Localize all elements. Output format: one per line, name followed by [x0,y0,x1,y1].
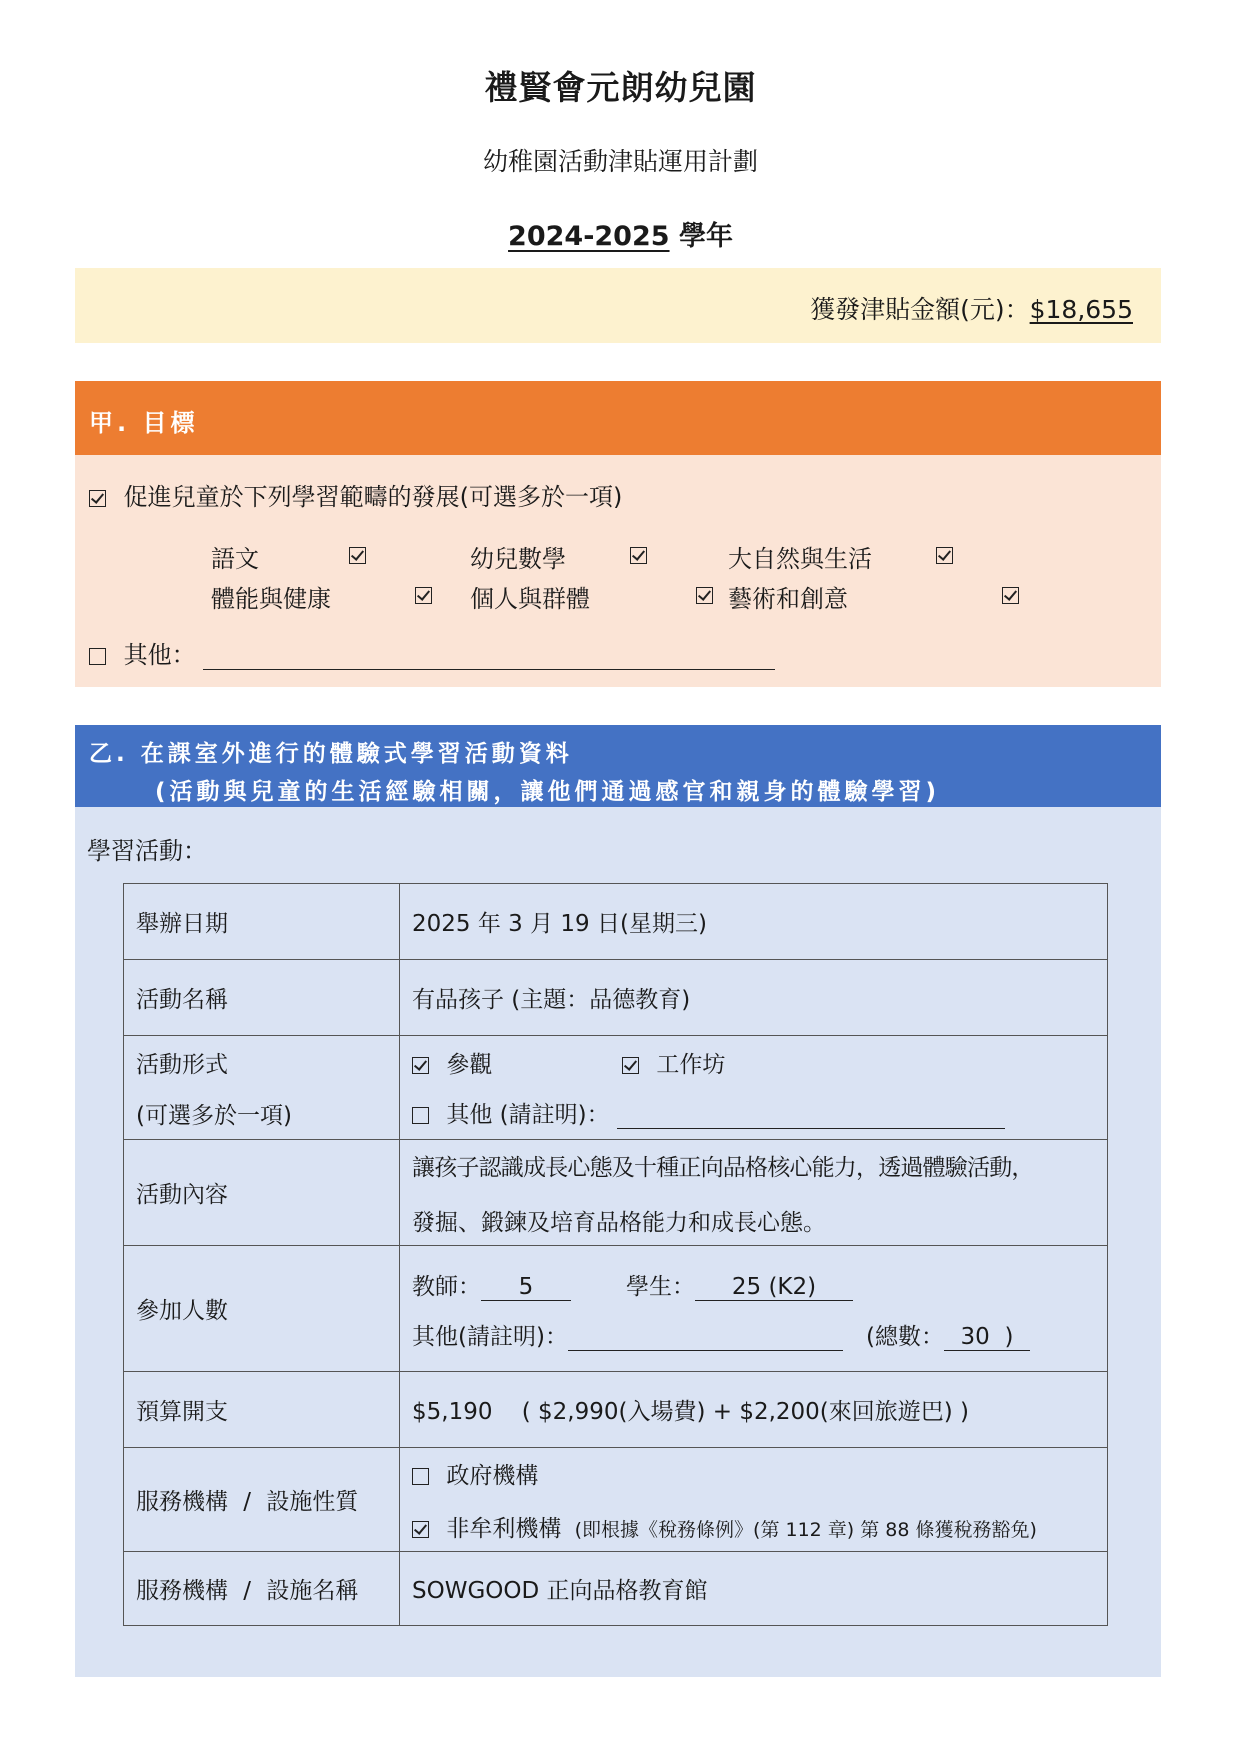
format-label: 活動形式 [136,1051,228,1078]
activity-table [123,883,1108,1626]
domain-language [211,539,259,574]
school-year [0,214,1241,253]
domain-physical [211,579,331,614]
domain-arts [728,579,848,614]
year-value: 2024-2025 [508,221,670,252]
format-other-checkbox[interactable] [412,1107,429,1124]
budget-label: 預算開支 [124,1372,400,1448]
nature-gov-checkbox[interactable] [412,1468,429,1485]
domain-physical-checkbox[interactable] [415,587,432,604]
domain-label: 語文 [211,545,259,573]
format-cell [124,1036,400,1140]
others-input[interactable] [568,1328,843,1351]
students-count: 25 (K2) [695,1274,853,1301]
nature-npo-note: (即根據《稅務條例》(第 112 章) 第 88 條獲稅務豁免) [574,1518,1037,1541]
section-a-body [75,455,1161,687]
table-row [124,1552,1108,1626]
domain-math-checkbox[interactable] [630,547,647,564]
org-label: 服務機構 / 設施名稱 [124,1552,400,1626]
content-label: 活動內容 [124,1140,400,1246]
other-objective-input[interactable] [203,649,775,670]
main-objective-label: 促進兒童於下列學習範疇的發展(可選多於一項) [123,483,623,511]
domain-label: 幼兒數學 [470,545,566,573]
main-objective-checkbox[interactable] [89,490,106,507]
plan-title: 幼稚園活動津貼運用計劃 [482,147,758,176]
domain-label: 體能與健康 [211,585,331,613]
domain-social-checkbox[interactable] [696,587,713,604]
domain-nature-checkbox[interactable] [936,547,953,564]
teachers-count: 5 [481,1274,571,1301]
table-row [124,1448,1108,1552]
nature-gov-label: 政府機構 [446,1462,539,1489]
domain-arts-checkbox[interactable] [1002,587,1019,604]
format-workshop-checkbox[interactable] [622,1057,639,1074]
nature-npo-label: 非牟利機構 [446,1515,562,1542]
table-row [124,1036,1108,1140]
total-close: ) [1004,1323,1014,1350]
grant-label: 獲發津貼金額(元)： [810,295,1030,324]
format-sub: (可選多於一項) [136,1102,292,1129]
budget-value: $5,190 ( $2,990(入場費) + $2,200(來回旅遊巴) ) [400,1372,1108,1448]
domain-nature [728,539,872,574]
other-objective-checkbox[interactable] [89,648,106,665]
domain-language-checkbox[interactable] [349,547,366,564]
participants-value [400,1246,1108,1372]
table-row [124,1372,1108,1448]
total-label: (總數： [866,1323,944,1350]
section-a-title: 甲. 目標 [89,409,199,437]
section-b-title: 乙. 在課室外進行的體驗式學習活動資料 [89,741,573,767]
format-other-label: 其他 (請註明)： [446,1102,610,1128]
domain-label: 個人與群體 [470,585,590,613]
other-objective-label: 其他： [123,641,196,669]
section-b-subtitle: (活動與兒童的生活經驗相關，讓他們通過感官和親身的體驗學習) [155,779,941,805]
nature-npo-checkbox[interactable] [412,1521,429,1538]
table-row [124,884,1108,960]
teachers-label: 教師： [412,1273,481,1300]
domain-label: 大自然與生活 [728,545,872,573]
grant-amount: $18,655 [1029,295,1133,324]
section-a-heading [75,381,1161,455]
nature-label: 服務機構 / 設施性質 [124,1448,400,1552]
date-label: 舉辦日期 [124,884,400,960]
date-value: 2025 年 3 月 19 日(星期三) [400,884,1108,960]
format-visit-label: 參觀 [446,1052,493,1078]
learning-activity-label: 學習活動： [87,837,207,865]
content-line-2: 發掘、鍛鍊及培育品格能力和成長心態。 [412,1209,826,1236]
content-value [400,1140,1108,1246]
other-objective [89,635,775,670]
domain-social [470,579,590,614]
table-row [124,1140,1108,1246]
others-label: 其他(請註明)： [412,1323,568,1350]
name-label: 活動名稱 [124,960,400,1036]
domain-label: 藝術和創意 [728,585,848,613]
participants-label: 參加人數 [124,1246,400,1372]
table-row [124,1246,1108,1372]
format-other-input[interactable] [617,1108,1005,1129]
grant-band [75,268,1161,343]
domain-math [470,539,566,574]
content-line-1: 讓孩子認識成長心態及十種正向品格核心能力，透過體驗活動， [412,1154,1034,1181]
school-name: 禮賢會元朗幼兒園 [484,68,757,107]
name-value: 有品孩子 (主題：品德教育) [400,960,1108,1036]
students-label: 學生： [626,1273,695,1300]
section-b-heading [75,725,1161,807]
year-suffix: 學年 [669,221,733,252]
total-count: 30 [960,1323,990,1350]
main-objective [89,477,622,512]
org-value: SOWGOOD 正向品格教育館 [400,1552,1108,1626]
format-workshop-label: 工作坊 [656,1052,726,1078]
nature-options [400,1448,1108,1552]
grant-amount-line [810,290,1133,326]
format-visit-checkbox[interactable] [412,1057,429,1074]
table-row [124,960,1108,1036]
format-options [400,1036,1108,1140]
